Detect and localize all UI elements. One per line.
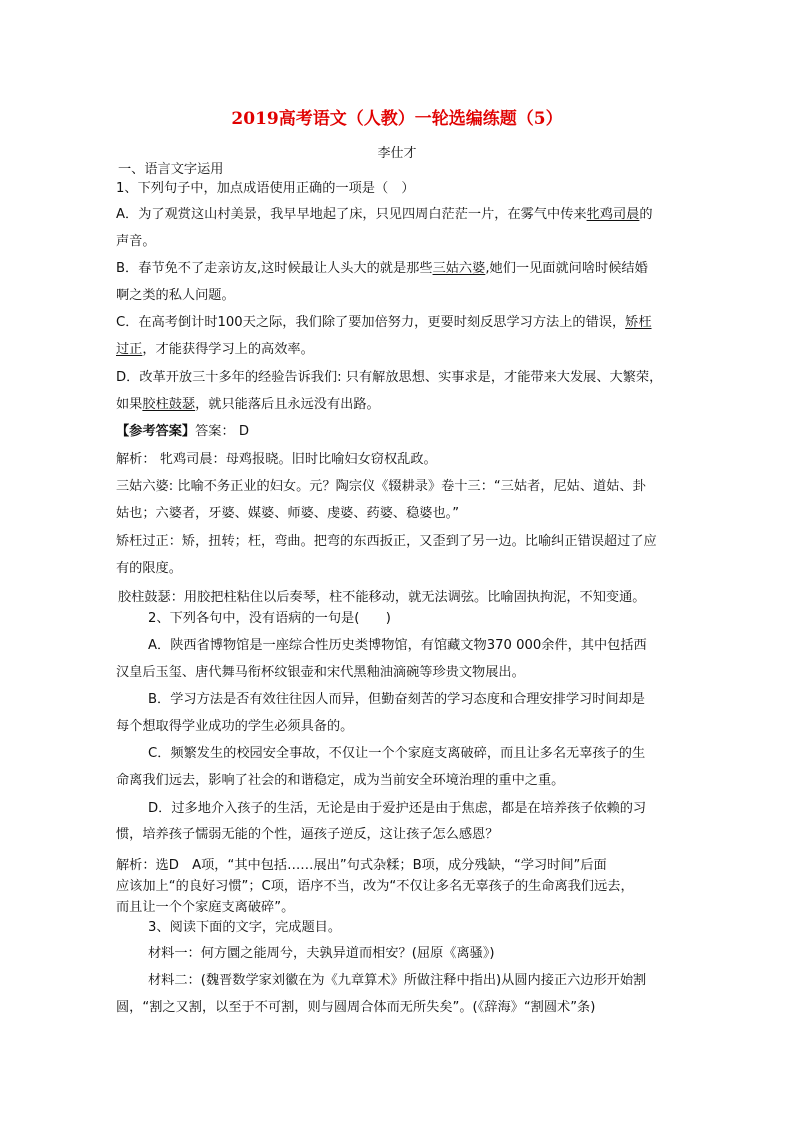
q2-option-b-cont: 每个想取得学业成功的学生必须具备的。 [116, 719, 354, 734]
q1-explanation-5: 有的限度。 [116, 561, 182, 576]
q2-explanation-2: 应该加上“的良好习惯”；C项，语序不当，改为“不仅让多名无辜孩子的生命离我们远去， [116, 879, 634, 894]
answer-label: 【参考答案】 [116, 424, 196, 439]
q3-stem: 3、阅读下面的文字，完成题目。 [148, 920, 342, 935]
q3-material-2-cont: 圆，“割之又割，以至于不可割，则与圆周合体而无所失矣”。(《辞海》“割圆术”条) [116, 1000, 596, 1015]
q1-explanation-4: 矫枉过正：矫，扭转；枉，弯曲。把弯的东西扳正，又歪到了另一边。比喻纠正错误超过了应 [116, 534, 657, 549]
q1-option-c-cont [116, 341, 314, 359]
q1-stem: 1、下列句子中，加点成语使用正确的一项是（ ） [116, 181, 415, 196]
q2-option-d: D．过多地介入孩子的生活，无论是由于爱护还是由于焦虑，都是在培养孩子依赖的习 [148, 801, 647, 816]
q2-stem: 2、下列各句中，没有语病的一句是( ) [148, 611, 391, 626]
q1-option-a-cont: 声音。 [116, 234, 156, 249]
q1-option-d-cont [116, 396, 380, 414]
q1-option-a-text: A．为了观赏这山村美景，我早早地起了床，只见四周白茫茫一片，在雾气中传来 [116, 207, 587, 222]
q2-explanation-1: 解析：选D A项，“其中包括……展出”句式杂糅；B项，成分残缺，“学习时间”后面 [116, 858, 607, 873]
q1-option-b [116, 260, 648, 278]
q2-option-c-cont: 命离我们远去，影响了社会的和谐稳定，成为当前安全环境治理的重中之重。 [116, 773, 565, 788]
section-heading: 一、语言文字运用 [118, 162, 224, 177]
page-title: 2019高考语文（人教）一轮选编练题（5） [231, 109, 563, 129]
q1-option-b-idiom: 三姑六婆 [432, 261, 486, 276]
q1-option-d: D．改革开放三十多年的经验告诉我们: 只有解放思想、实事求是，才能带来大发展、大繁荣， [116, 370, 663, 385]
q3-material-2: 材料二：(魏晋数学家刘徽在为《九章算术》所做注释中指出)从圆内接正六边形开始割 [148, 973, 647, 988]
q1-explanation-6: 胶柱鼓瑟：用胶把柱粘住以后奏琴，柱不能移动，就无法调弦。比喻固执拘泥，不知变通。 [118, 590, 646, 605]
q2-option-c: C．频繁发生的校园安全事故，不仅让一个个家庭支离破碎，而且让多名无辜孩子的生 [148, 746, 646, 761]
q3-material-1: 材料一：何方圜之能周兮，夫孰异道而相安？(屈原《离骚》) [148, 946, 495, 961]
q1-option-d-end: ，就只能落后且永远没有出路。 [195, 397, 380, 412]
answer-text: 答案： D [195, 424, 250, 439]
q1-option-c-text: C．在高考倒计时100天之际，我们除了要加倍努力，更要时刻反思学习方法上的错误， [116, 315, 626, 330]
q1-option-d-start: 如果 [116, 397, 143, 412]
q1-option-b-cont: 啊之类的私人问题。 [116, 288, 235, 303]
q1-explanation-1: 解析： 牝鸡司晨：母鸡报晓。旧时比喻妇女窃权乱政。 [116, 452, 437, 467]
q1-explanation-3: 姑也；六婆者，牙婆、媒婆、师婆、虔婆、药婆、稳婆也。” [116, 506, 460, 521]
q1-option-b-text: B．春节免不了走亲访友,这时候最让人头大的就是那些 [116, 261, 433, 276]
author: 李仕才 [377, 146, 417, 161]
q2-explanation-3: 而且让一个个家庭支离破碎”。 [116, 900, 295, 915]
q1-option-d-idiom: 胶柱鼓瑟 [142, 397, 196, 412]
q1-option-b-end: ,她们一见面就问啥时候结婚 [485, 261, 648, 276]
q1-option-a-idiom: 牝鸡司晨 [586, 207, 640, 222]
q1-option-a-end: 的 [639, 207, 653, 222]
q1-option-a [116, 206, 653, 224]
q1-answer [116, 423, 249, 441]
q1-explanation-2: 三姑六婆: 比喻不务正业的妇女。元？陶宗仪《辍耕录》卷十三：“三姑者，尼姑、道姑、卦 [116, 479, 646, 494]
q2-option-a-cont: 汉皇后玉玺、唐代舞马衔杯纹银壶和宋代黑釉油滴碗等珍贵文物展出。 [116, 665, 525, 680]
q2-option-b: B．学习方法是否有效往往因人而异，但勤奋刻苦的学习态度和合理安排学习时间却是 [148, 692, 645, 707]
q2-option-a: A．陕西省博物馆是一座综合性历史类博物馆，有馆藏文物370 000余件，其中包括西 [148, 638, 647, 653]
q1-option-c-idiom-1: 矫枉 [625, 315, 652, 330]
q1-option-c [116, 314, 652, 332]
q2-option-d-cont: 惯，培养孩子懦弱无能的个性，逼孩子逆反，这让孩子怎么感恩？ [116, 827, 499, 842]
q1-option-c-idiom-2: 过正 [116, 342, 143, 357]
q1-option-c-end: ，才能获得学习上的高效率。 [142, 342, 314, 357]
